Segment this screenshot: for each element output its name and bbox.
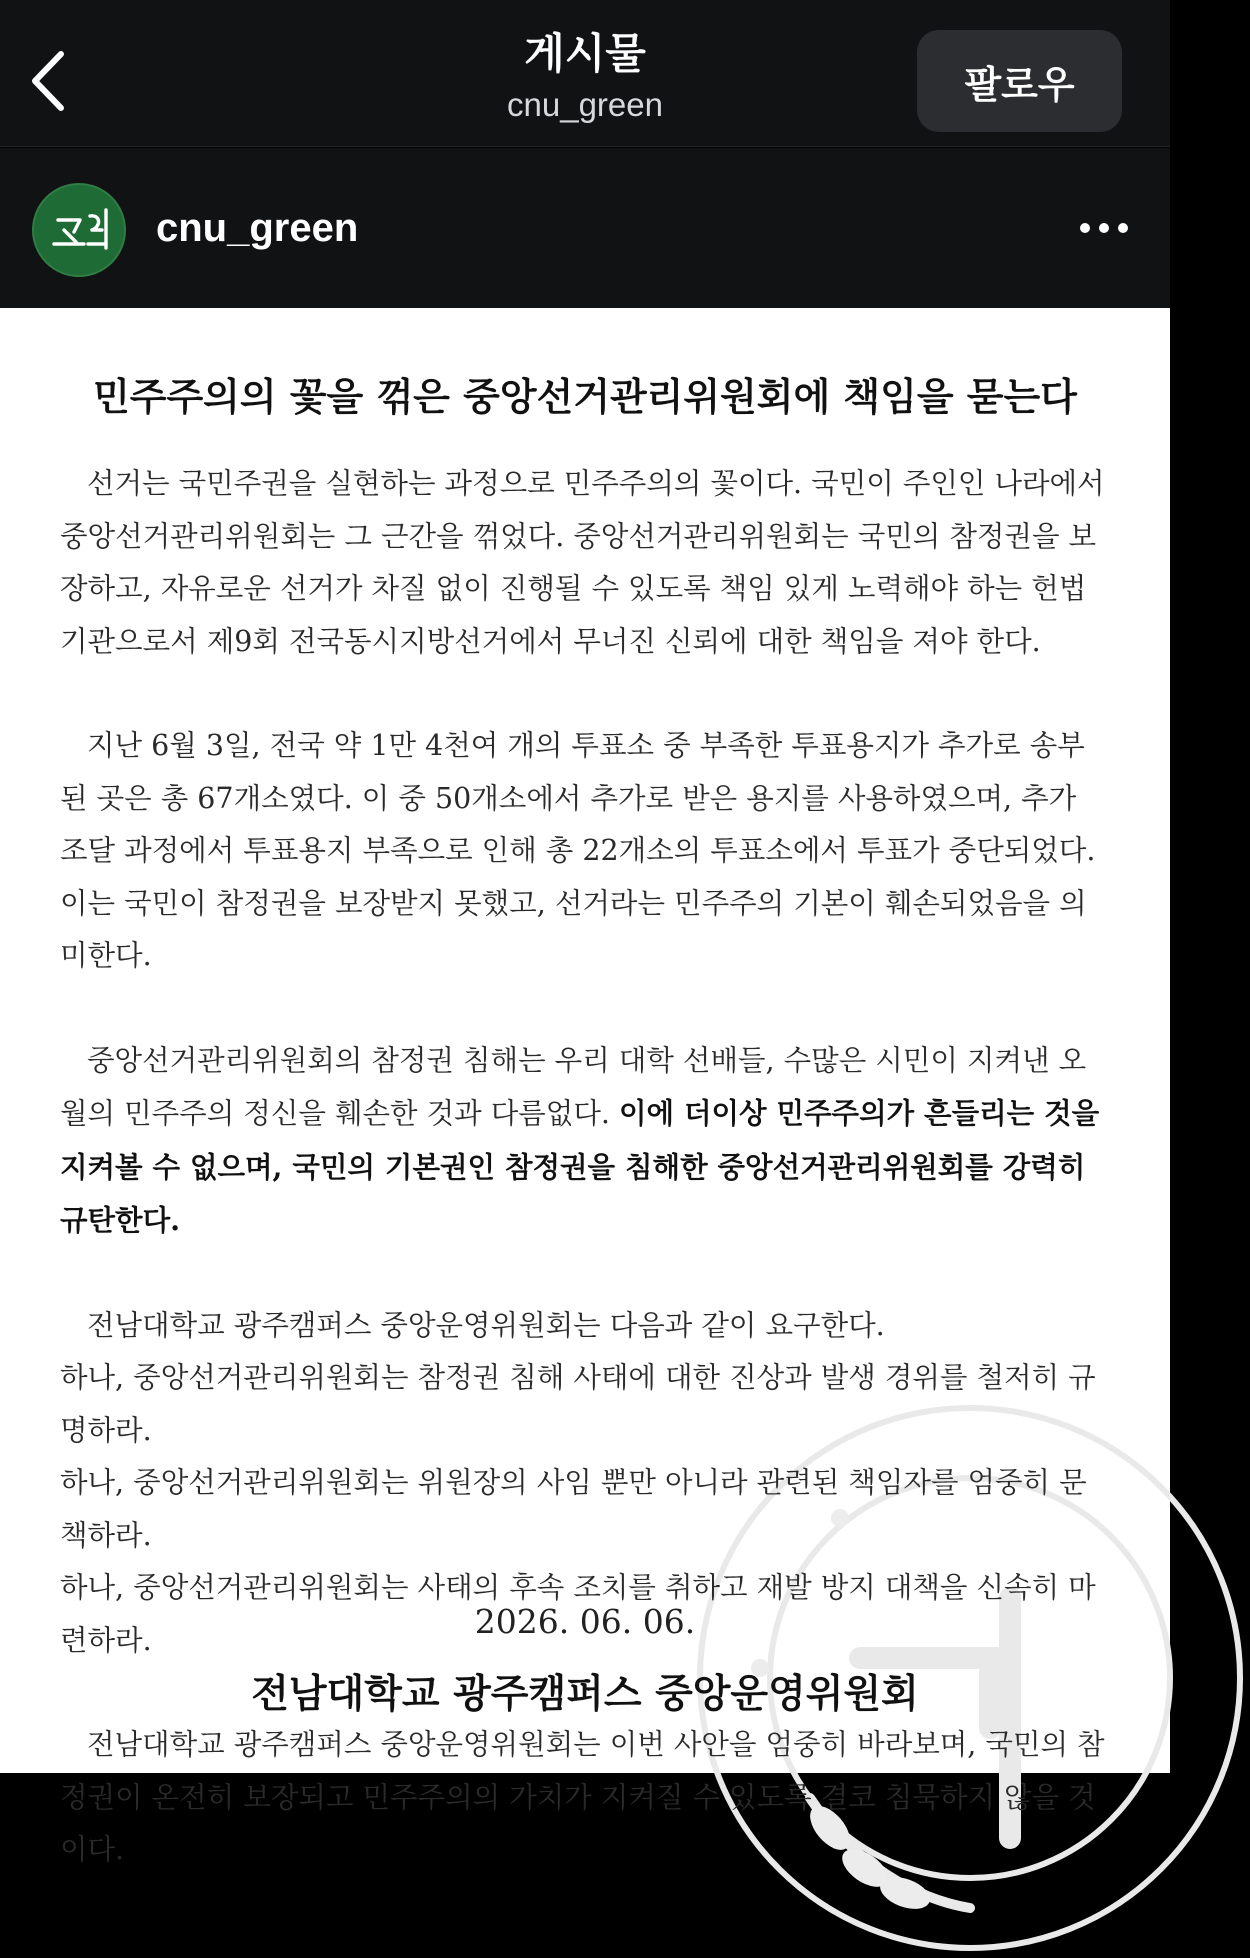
avatar[interactable] <box>32 183 126 277</box>
cnu-green-logo-icon <box>44 200 114 260</box>
statement-date: 2026. 06. 06. <box>474 1602 696 1641</box>
demand-item: 하나, 중앙선거관리위원회는 참정권 침해 사태에 대한 진상과 발생 경위를 철저히 규명하라. <box>60 1361 1096 1447</box>
more-options-button[interactable] <box>1076 210 1132 246</box>
author-username[interactable]: cnu_green <box>156 206 359 250</box>
top-navigation-bar <box>0 0 1170 147</box>
paragraph-3-bold: 이에 더이상 민주주의가 흔들리는 것을 지켜볼 수 없으며, 국민의 기본권인 참정권을 침해한 중앙선거관리위원회를 강력히 규탄한다. <box>60 1096 1100 1237</box>
follow-button[interactable]: 팔로우 <box>917 30 1122 132</box>
paragraph-1: 선거는 국민주권을 실현하는 과정으로 민주주의의 꽃이다. 국민이 주인인 나라에서 중앙선거관리위원회는 그 근간을 꺾었다. 중앙선거관리위원회는 국민의 참정권을 보장하고, 자유로운 선거가 차질 없이 진행될 수 있도록 책임 있게 노력해야 하는 헌법기관으로서 제9회 전국동시지방선거에서 무너진 신뢰에 대한 책임을 져야 한다. <box>60 467 1105 658</box>
dot-icon <box>1118 223 1128 233</box>
paragraph-2: 지난 6월 3일, 전국 약 1만 4천여 개의 투표소 중 부족한 투표용지가 추가로 송부된 곳은 총 67개소였다. 이 중 50개소에서 추가로 받은 용지를 사용하였으며, 추가 조달 과정에서 투표용지 부족으로 인해 총 22개소의 투표소에서 투표가 중단되었다. 이는 국민이 참정권을 보장받지 못했고, 선거라는 민주주의 기본이 훼손되었음을 의미한다. <box>60 729 1096 972</box>
page-title: 게시물 <box>524 29 646 78</box>
demand-item: 하나, 중앙선거관리위원회는 사태의 후속 조치를 취하고 재발 방지 대책을 신속히 마련하라. <box>60 1571 1096 1657</box>
demands-lead: 전남대학교 광주캠퍼스 중앙운영위원회는 다음과 같이 요구한다. <box>87 1308 885 1342</box>
paragraph-5: 전남대학교 광주캠퍼스 중앙운영위원회는 이번 사안을 엄중히 바라보며, 국민의 참정권이 온전히 보장되고 민주주의의 가치가 지켜질 수 있도록 결코 침묵하지 않을 것이다. <box>60 1728 1105 1866</box>
dot-icon <box>1099 223 1109 233</box>
demand-item: 하나, 중앙선거관리위원회는 위원장의 사임 뿐만 아니라 관련된 책임자를 엄중히 문책하라. <box>60 1466 1087 1552</box>
page-subtitle-account: cnu_green <box>507 86 663 123</box>
post-heading: 민주주의의 꽃을 꺾은 중앙선거관리위원회에 책임을 묻는다 <box>93 374 1077 419</box>
paragraph-3 <box>60 1035 1112 1248</box>
statement-signature: 전남대학교 광주캠퍼스 중앙운영위원회 <box>251 1671 919 1717</box>
post-image <box>0 308 1170 1866</box>
dot-icon <box>1080 223 1090 233</box>
post-author-bar <box>0 148 1170 308</box>
paragraph-3-plain: 중앙선거관리위원회의 참정권 침해는 우리 대학 선배들, 수많은 시민이 지켜낸 오월의 민주주의 정신을 훼손한 것과 다름없다. <box>60 1043 1087 1130</box>
